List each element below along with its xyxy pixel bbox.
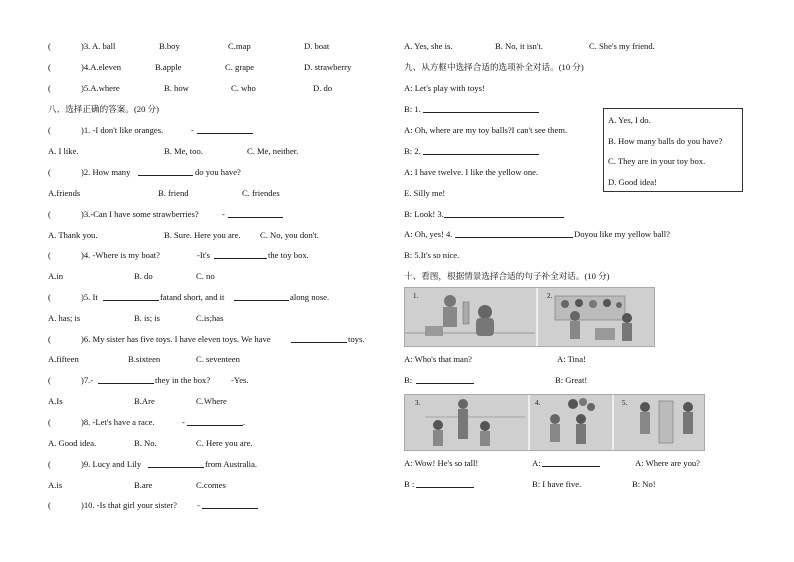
pic-dialog-4-a xyxy=(404,479,414,490)
dialog-line-8-tail: Doyou like my yellow ball? xyxy=(574,229,670,239)
paren-open: ( xyxy=(48,417,51,427)
s1-option-c: C. Me, neither. xyxy=(247,146,299,156)
s9-blank[interactable] xyxy=(148,459,204,468)
s4-question: )4. -Where is my boat? xyxy=(81,250,160,260)
s9-option-b: B.are xyxy=(134,480,153,490)
paren-open: ( xyxy=(48,62,51,72)
s1-question: )1. -I don't like oranges. xyxy=(81,125,164,135)
option-c: C. They are in your toy box. xyxy=(608,156,706,166)
s3-dash: - xyxy=(222,209,225,219)
paren-open: ( xyxy=(48,500,51,510)
dialog-line-1: A: Let's play with toys! xyxy=(404,83,485,93)
s4-option-c: C. no xyxy=(196,271,215,281)
q3-option-a: )3. A. ball xyxy=(81,41,116,51)
s3-option-a: A. Thank you. xyxy=(48,230,98,240)
s9-question: )9. Lucy and Lily xyxy=(81,459,142,469)
s7-question: )7.- xyxy=(81,375,94,385)
paren-open: ( xyxy=(48,334,51,344)
s10-option-b: B. No, it isn't. xyxy=(495,41,543,51)
s8-option-b: B. No. xyxy=(134,438,157,448)
s1-option-b: B. Me, too. xyxy=(164,146,203,156)
picture-number-4: 4. xyxy=(535,399,541,407)
dialog-a4-label: A: Oh, yes! 4. xyxy=(404,229,453,239)
scene-3-5-illustration xyxy=(405,395,704,450)
s8-dash: - xyxy=(182,417,185,427)
s10-question: )10. -Is that girl your sister? xyxy=(81,500,177,510)
dialog-blank-4[interactable] xyxy=(455,229,573,238)
q5-option-d: D. do xyxy=(313,83,333,93)
s7-option-c: C.Where xyxy=(196,396,227,406)
q3-option-b: B.boy xyxy=(159,41,180,51)
s7-options xyxy=(48,396,227,407)
s5-options xyxy=(48,313,224,324)
dialog-line-3: A: Oh, where are my toy balls?I can't see them. xyxy=(404,125,568,135)
pic-a-label: A: xyxy=(532,458,541,468)
section-9-title: 九、从方框中选择合适的选项补全对话。(10 分) xyxy=(404,62,584,72)
pic-dialog-1-a: A: Who's that man? xyxy=(404,354,472,364)
s1-dash: - xyxy=(191,125,194,135)
paren-open: ( xyxy=(48,125,51,135)
paren-open: ( xyxy=(48,83,51,93)
pic-dialog-2-a xyxy=(404,375,412,386)
paren-open: ( xyxy=(48,250,51,260)
s6-tail: toys. xyxy=(348,334,365,344)
s2-stem xyxy=(48,167,241,178)
s5-stem xyxy=(48,292,330,303)
paren-open: ( xyxy=(48,209,51,219)
pic-dialog-3-b xyxy=(532,458,541,469)
s7-stem xyxy=(48,375,249,386)
dialog-line-6: E. Silly me! xyxy=(404,188,446,198)
picture-number-1: 1. xyxy=(413,292,419,300)
s4-option-b: B. do xyxy=(134,271,153,281)
s10-option-a: A. Yes, she is. xyxy=(404,41,453,51)
pic-dialog-3-a: A: Wow! He's so tall! xyxy=(404,458,479,468)
q4-option-c: C. grape xyxy=(225,62,255,72)
s2-blank[interactable] xyxy=(138,167,193,176)
s2-question: )2. How many xyxy=(81,167,131,177)
s1-option-a: A. I like. xyxy=(48,146,79,156)
dialog-blank-1[interactable] xyxy=(423,104,539,113)
options-box xyxy=(603,108,743,192)
s10-dash: - xyxy=(197,500,200,510)
s6-option-c: C. seventeen xyxy=(196,354,240,364)
section-8-title: 八、选择正确的答案。(20 分) xyxy=(48,104,159,114)
picture-strip-2 xyxy=(404,394,705,451)
s6-blank[interactable] xyxy=(291,334,347,343)
s10-options xyxy=(404,41,655,52)
s4-option-a: A.in xyxy=(48,271,64,281)
s2-option-b: B. friend xyxy=(158,188,189,198)
section-10-title: 十、看图，根据情景选择合适的句子补全对话。(10 分) xyxy=(404,271,610,281)
s5-option-b: B. is; is xyxy=(134,313,161,323)
s3-blank[interactable] xyxy=(228,209,283,218)
s4-blank[interactable] xyxy=(214,250,267,259)
q4-option-a: )4.A.eleven xyxy=(81,62,122,72)
dialog-line-2 xyxy=(404,104,421,115)
dialog-b3-label: B: Look! 3. xyxy=(404,209,444,219)
s7-option-b: B.Are xyxy=(134,396,155,406)
q5-row xyxy=(48,83,333,94)
s3-stem xyxy=(48,209,225,220)
option-d: D. Good idea! xyxy=(608,177,657,187)
s5-question: )5. It xyxy=(81,292,98,302)
s8-period: . xyxy=(243,417,246,427)
q4-option-b: B.apple xyxy=(155,62,182,72)
s8-blank[interactable] xyxy=(187,417,246,427)
s8-question: )8. -Let's have a race. xyxy=(81,417,155,427)
s8-options xyxy=(48,438,253,449)
paren-open: ( xyxy=(48,375,51,385)
s2-option-c: C. friendes xyxy=(242,188,280,198)
picture-number-5: 5. xyxy=(622,399,628,407)
s5-option-c: C.is;has xyxy=(196,313,224,323)
dialog-line-7 xyxy=(404,209,444,220)
s7-option-a: A.Is xyxy=(48,396,63,406)
s6-question: )6. My sister has five toys. I have eleven toys. We have xyxy=(81,334,271,344)
s3-options xyxy=(48,230,319,241)
s5-tail: along nose. xyxy=(290,292,330,302)
s6-options xyxy=(48,354,240,365)
picture-number-3: 3. xyxy=(415,399,421,407)
s9-option-c: C.comes xyxy=(196,480,226,490)
pic-dialog-1-b: A: Tina! xyxy=(557,354,586,364)
option-a: A. Yes, I do. xyxy=(608,115,651,125)
option-b: B. How many balls do you have? xyxy=(608,136,723,146)
paren-open: ( xyxy=(48,292,51,302)
picture-strip-1 xyxy=(404,287,655,347)
s9-options xyxy=(48,480,226,491)
s3-question: )3.-Can I have some strawberries? xyxy=(81,209,199,219)
q5-option-b: B. how xyxy=(164,83,189,93)
q4-row xyxy=(48,62,352,73)
s10-blank[interactable] xyxy=(202,500,258,509)
dialog-blank-3[interactable] xyxy=(444,209,564,218)
s8-option-a: A. Good idea. xyxy=(48,438,97,448)
s5-blank-2[interactable] xyxy=(234,292,289,301)
s6-option-a: A.fifteen xyxy=(48,354,79,364)
s8-stem xyxy=(48,417,246,428)
s9-stem xyxy=(48,459,258,470)
s7-blank[interactable] xyxy=(98,375,154,384)
s5-option-a: A. has; is xyxy=(48,313,81,323)
pic-blank-2[interactable] xyxy=(542,458,600,467)
dialog-b2-label: B: 2. xyxy=(404,146,421,156)
paren-open: ( xyxy=(48,459,51,469)
pic-blank-1[interactable] xyxy=(416,375,474,384)
q5-option-a: )5.A.where xyxy=(81,83,120,93)
picture-number-2: 2. xyxy=(547,292,553,300)
s4-stem xyxy=(48,250,309,261)
s6-stem xyxy=(48,334,365,345)
s7-tail: they in the box? xyxy=(155,375,211,385)
pic-dialog-4-c: B: No! xyxy=(632,479,656,489)
s3-option-b: B. Sure. Here you are. xyxy=(164,230,241,240)
s1-blank[interactable] xyxy=(197,125,253,134)
q5-option-c: C. who xyxy=(231,83,256,93)
q4-option-d: D. strawberry xyxy=(304,62,352,72)
s9-option-a: A.is xyxy=(48,480,63,490)
s4-options xyxy=(48,271,215,282)
dialog-line-9: B: 5.It's so nice. xyxy=(404,250,460,260)
s8-option-c: C. Here you are. xyxy=(196,438,253,448)
scene-1-2-illustration xyxy=(405,288,654,346)
s4-tail: the toy box. xyxy=(268,250,309,260)
q3-option-c: C.map xyxy=(228,41,251,51)
s10-option-c: C. She's my friend. xyxy=(589,41,655,51)
dialog-blank-2[interactable] xyxy=(423,146,539,155)
s1-options xyxy=(48,146,299,157)
pic-dialog-4-b: B: I have five. xyxy=(532,479,582,489)
dialog-line-8 xyxy=(404,229,670,240)
s5-blank-1[interactable] xyxy=(103,292,159,301)
pic-dialog-3-c: A: Where are you? xyxy=(635,458,700,468)
s2-option-a: A.friends xyxy=(48,188,81,198)
pic-b-label-2: B : xyxy=(404,479,415,489)
paren-open: ( xyxy=(48,167,51,177)
q3-row xyxy=(48,41,330,52)
s4-mid: -It's xyxy=(197,250,211,260)
dialog-line-4 xyxy=(404,146,421,157)
s9-tail: from Australia. xyxy=(205,459,258,469)
dialog-line-5: A: I have twelve. I like the yellow one. xyxy=(404,167,539,177)
s3-option-c: C. No, you don't. xyxy=(260,230,319,240)
pic-dialog-2-b: B: Great! xyxy=(555,375,588,385)
s2-options xyxy=(48,188,280,199)
paren-open: ( xyxy=(48,41,51,51)
pic-blank-3[interactable] xyxy=(416,479,474,488)
pic-b-label: B: xyxy=(404,375,413,385)
s5-mid: fatand short, and it xyxy=(160,292,225,302)
s7-answer: -Yes. xyxy=(231,375,249,385)
dialog-b1-label: B: 1. xyxy=(404,104,421,114)
s10-stem xyxy=(48,500,200,511)
s2-tail: do you have? xyxy=(195,167,241,177)
q3-option-d: D. boat xyxy=(304,41,330,51)
s1-stem xyxy=(48,125,194,136)
s6-option-b: B.sixteen xyxy=(128,354,161,364)
